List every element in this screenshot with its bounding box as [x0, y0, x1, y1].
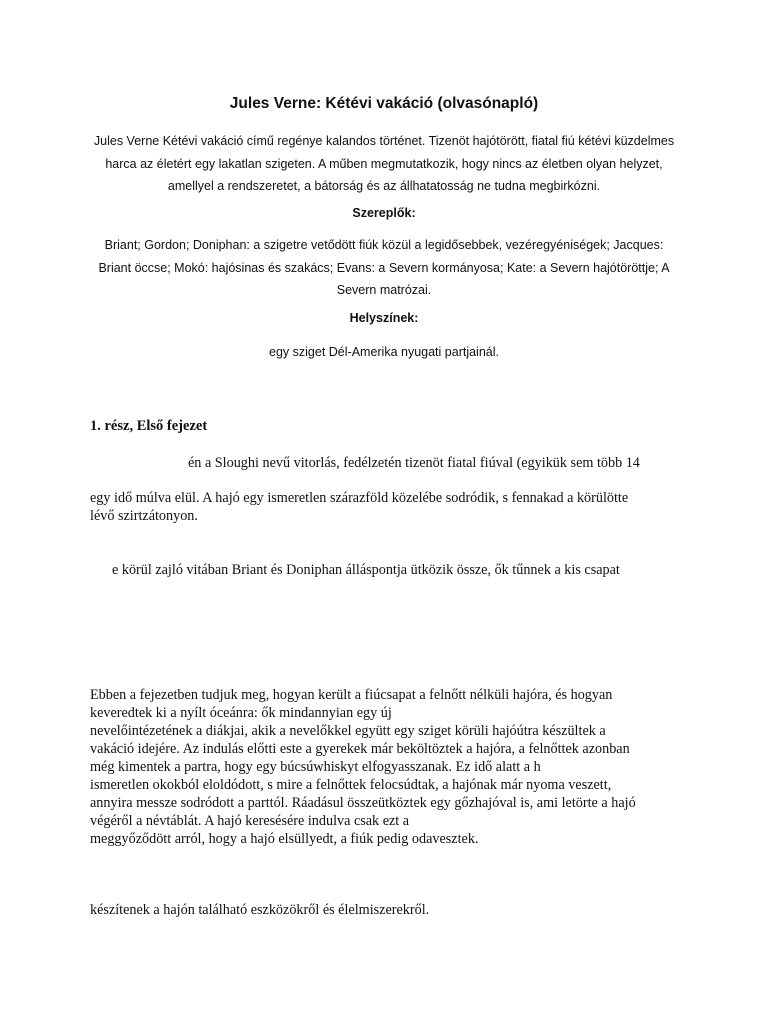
intro-line: amellyel a rendszeretet, a bátorság és az állhatatosság ne tudna megbirkózni.	[167, 179, 601, 193]
intro-line: harca az életért egy lakatlan szigeten. A műben megmutatkozik, hogy nincs az életben olyan helyzet,	[105, 156, 663, 171]
intro-paragraph	[84, 130, 684, 198]
fragment-line: készítenek a hajón található eszközökről és élelmiszerekről.	[90, 902, 430, 918]
paragraph-line: nevelőintézetének a diákjai, akik a nevelőkkel együtt egy sziget körüli hajóútra készültek a	[90, 723, 606, 739]
intro-line: Jules Verne Kétévi vakáció című regénye kalandos történet. Tizenöt hajótörött, fiatal fiú kétévi küzdelmes	[93, 134, 675, 148]
chapter-heading: 1. rész, Első fejezet	[90, 418, 208, 434]
paragraph-line: keveredtek ki a nyílt óceánra: ők mindannyian egy új	[90, 705, 392, 721]
paragraph-line: Ebben a fejezetben tudjuk meg, hogyan került a fiúcsapat a felnőtt nélküli hajóra, és hogyan	[90, 687, 613, 703]
main-paragraph	[90, 686, 636, 848]
paragraph-line: annyira messze sodródott a parttól. Ráadásul összeütköztek egy gőzhajóval is, ami letörte a hajó	[90, 795, 636, 811]
locations-text: egy sziget Dél-Amerika nyugati partjainál.	[269, 345, 499, 359]
characters-heading: Szereplők:	[352, 206, 416, 220]
text-fragment-4	[90, 901, 429, 919]
locations-paragraph	[84, 341, 684, 364]
text-fragment-1	[188, 454, 640, 472]
text-fragment-3	[112, 561, 620, 579]
fragment-line: e körül zajló vitában Briant és Doniphan álláspontja ütközik össze, ők tűnnek a kis csapat	[112, 562, 620, 578]
paragraph-line: vakáció idejére. Az indulás előtti este a gyerekek már beköltöztek a hajóra, a felnőttek azonban	[90, 741, 630, 757]
paragraph-line: meggyőződött arról, hogy a hajó elsüllyedt, a fiúk pedig odavesztek.	[90, 831, 479, 847]
characters-paragraph	[84, 234, 684, 302]
locations-heading: Helyszínek:	[349, 311, 419, 325]
paragraph-line: végéről a névtáblát. A hajó keresésére indulva csak ezt a	[90, 813, 410, 829]
fragment-line: egy idő múlva elül. A hajó egy ismeretlen szárazföld közelébe sodródik, s fennakad a körülötte	[90, 490, 629, 506]
characters-line: Severn matrózai.	[336, 283, 432, 297]
fragment-line: lévő szirtzátonyon.	[90, 508, 198, 524]
document-title: Jules Verne: Kétévi vakáció (olvasónapló)	[229, 95, 539, 112]
paragraph-line: ismeretlen okokból eloldódott, s mire a felnőttek felocsúdtak, a hajónak már nyoma veszett,	[90, 777, 612, 793]
characters-line: Briant öccse; Mokó: hajósinas és szakács; Evans: a Severn kormányosa; Kate: a Severn hajótöröttje; A	[98, 260, 670, 275]
characters-line: Briant; Gordon; Doniphan: a szigetre vetődött fiúk közül a legidősebbek, vezéregyéniségek; Jacques:	[104, 238, 664, 252]
paragraph-line: még kimentek a partra, hogy egy búcsúwhiskyt elfogyasszanak. Ez idő alatt a h	[90, 759, 541, 775]
text-fragment-2	[90, 489, 628, 525]
fragment-line: én a Sloughi nevű vitorlás, fedélzetén tizenöt fiatal fiúval (egyikük sem több 14	[188, 455, 640, 471]
